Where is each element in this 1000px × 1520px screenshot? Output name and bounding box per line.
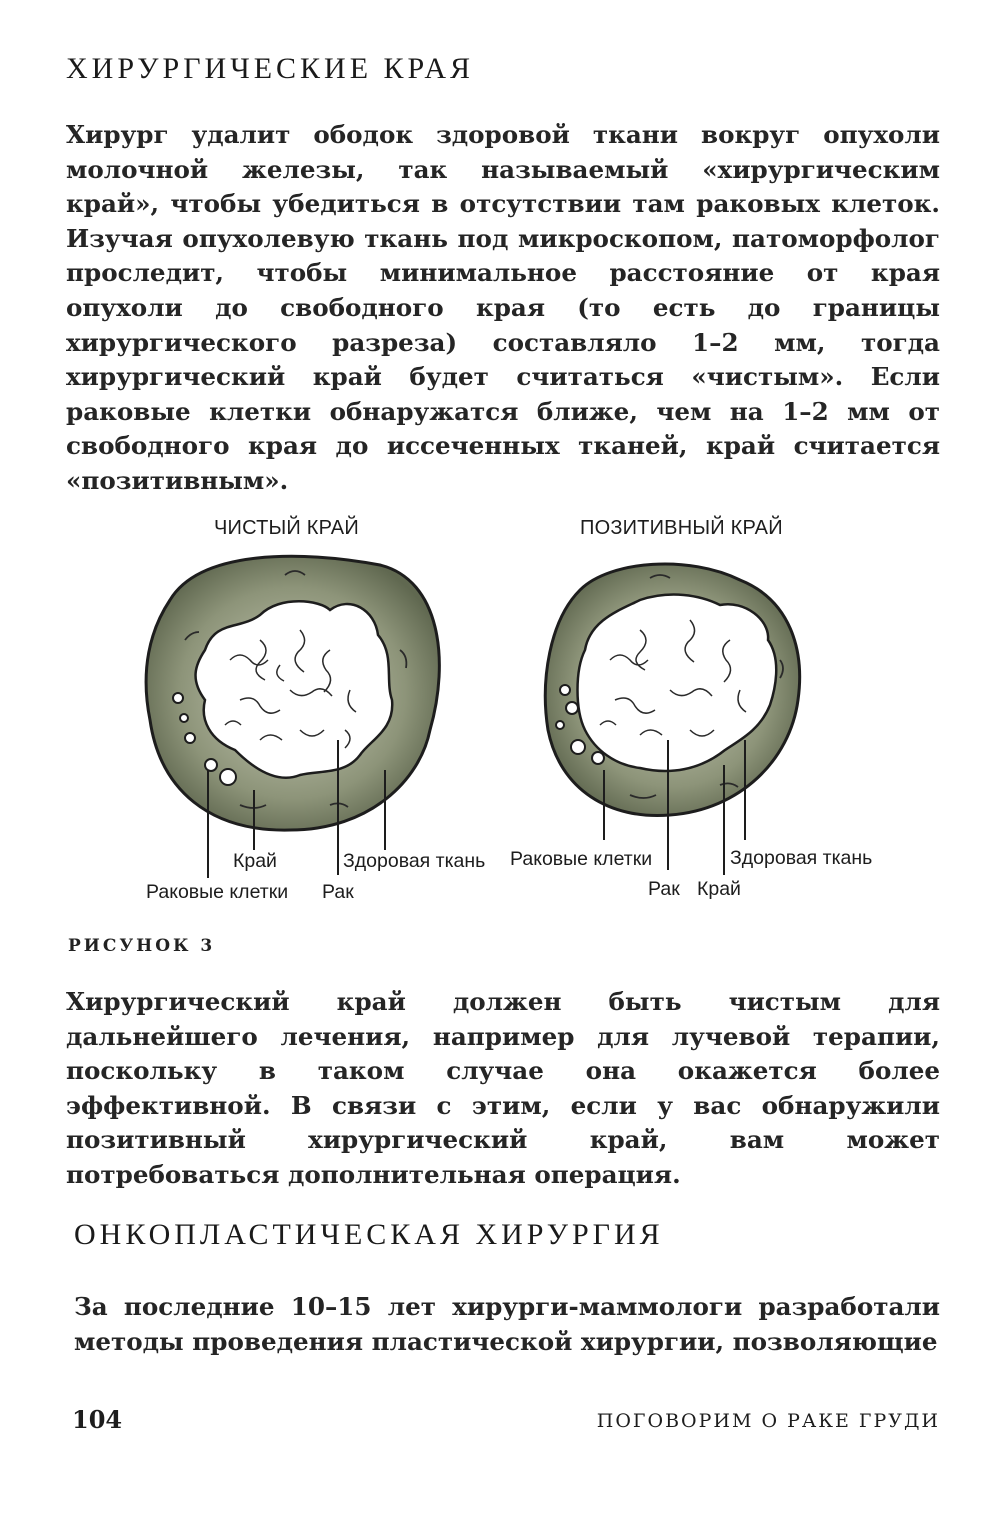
clean-margin-diagram [146, 556, 439, 878]
section-heading-oncoplastic-surgery: ОНКОПЛАСТИЧЕСКАЯ ХИРУРГИЯ [74, 1218, 664, 1251]
label-healthy-tissue-left: Здоровая ткань [343, 850, 486, 872]
figure-caption: РИСУНОК 3 [68, 936, 216, 956]
paragraph-clean-margin-needed: Хирургический край должен быть чистым для дальнейшего лечения, например для лучевой терапии, поскольку в таком случае она окажется более эффективной. В связи с этим, если у вас обнаружили позитивный хирургический край, вам может потребоваться дополнительная операция. [66, 987, 940, 1189]
paragraph-surgical-margins: Хирург удалит ободок здоровой ткани вокруг опухоли молочной железы, так называемый «хирургическим край», чтобы убедиться в отсутствии там раковых клеток. Изучая опухолевую ткань под микроскопом, патоморфолог проследит, чтобы минимальное расстояние от края опухоли до свободного края (то есть до границы хирургического разреза) составляло 1–2 мм, тогда хирургический край будет считаться «чистым». Если раковые клетки обнаружатся ближе, чем на 1–2 мм от свободного края до иссеченных тканей, край считается «позитивным». [66, 120, 940, 495]
label-cancer-cells-left: Раковые клетки [146, 881, 289, 903]
paragraph-oncoplastic-surgery: За последние 10–15 лет хирурги-маммологи разработали методы проведения пластической хирургии, позволяющие [74, 1292, 940, 1356]
running-footer-book-title: ПОГОВОРИМ О РАКЕ ГРУДИ [596, 1410, 940, 1432]
section-heading-surgical-margins: ХИРУРГИЧЕСКИЕ КРАЯ [66, 52, 475, 85]
label-cancer-right: Рак [648, 878, 680, 900]
label-cancer-left: Рак [322, 881, 354, 903]
figure-title-positive-margin: ПОЗИТИВНЫЙ КРАЙ [580, 517, 783, 539]
label-healthy-tissue-right: Здоровая ткань [730, 847, 873, 869]
tumor-margin-illustration [0, 540, 1000, 890]
page-number: 104 [72, 1405, 123, 1434]
label-cancer-cells-right: Раковые клетки [510, 848, 653, 870]
label-margin-right: Край [697, 878, 741, 900]
figure-title-clean-margin: ЧИСТЫЙ КРАЙ [214, 517, 359, 539]
label-margin-left: Край [233, 850, 277, 872]
positive-margin-diagram [545, 564, 799, 875]
